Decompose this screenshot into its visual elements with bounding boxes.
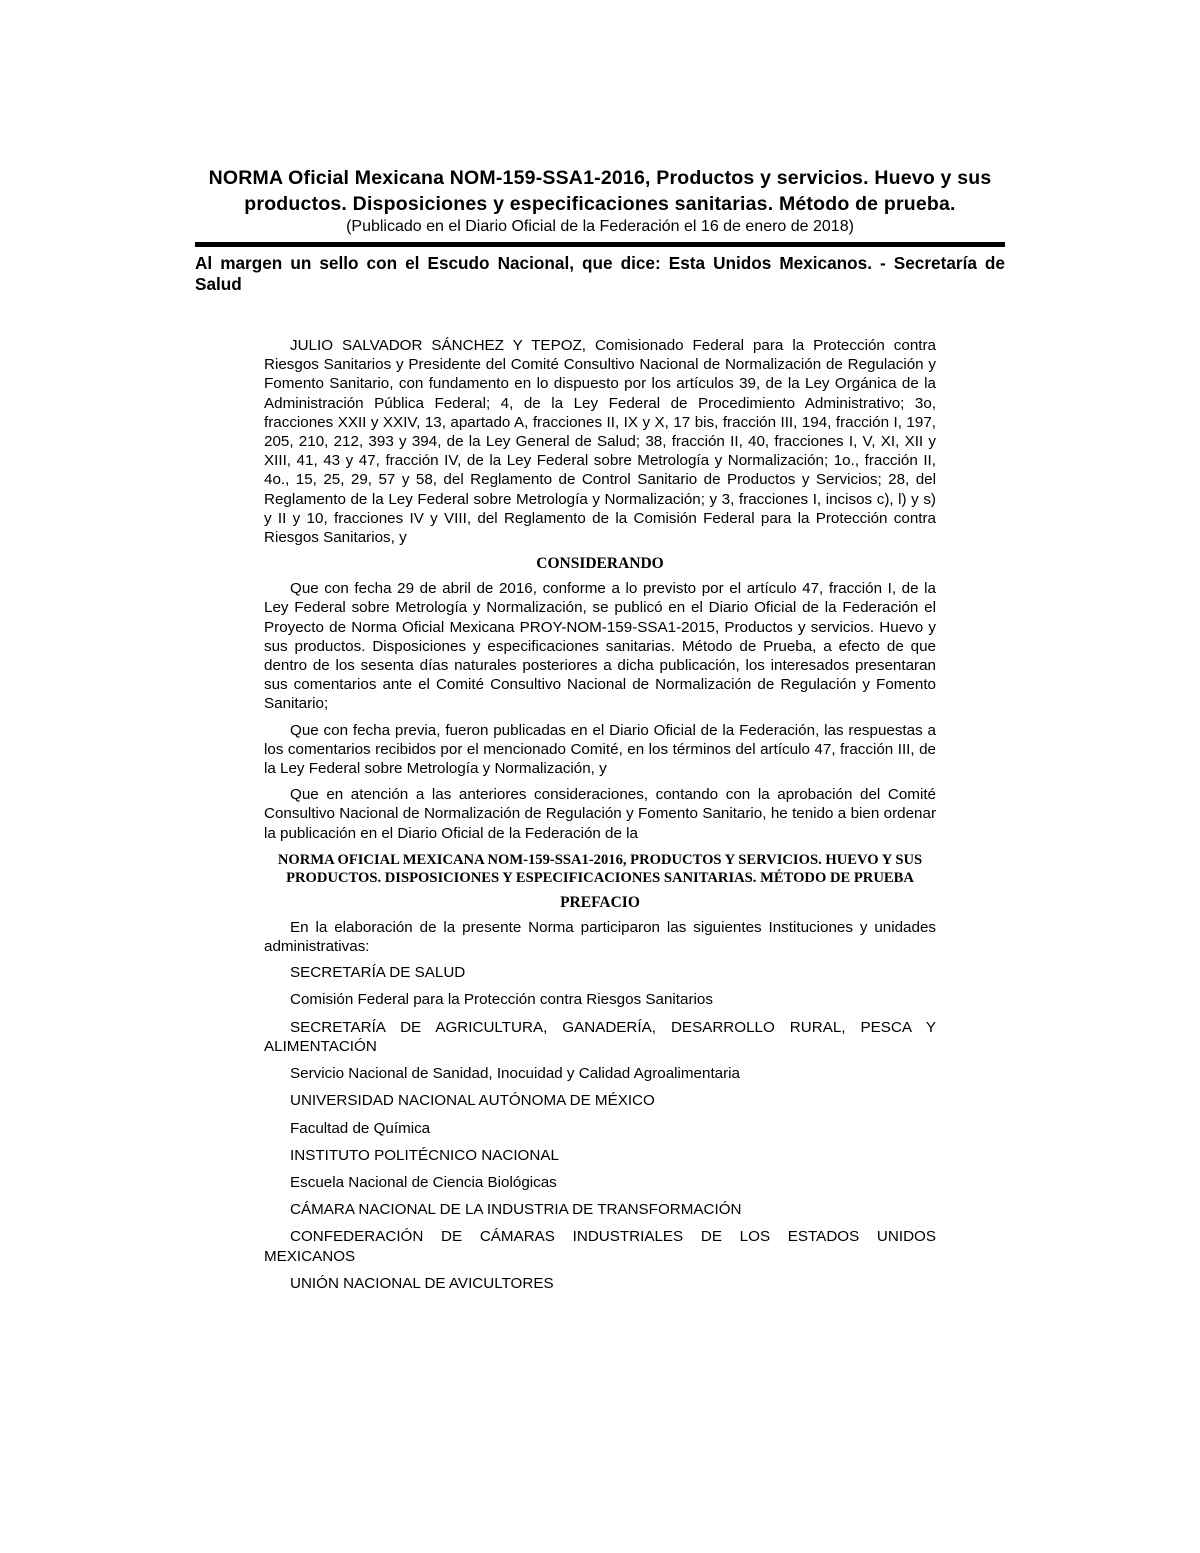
- header-divider: [195, 242, 1005, 247]
- document-header: [195, 165, 1005, 295]
- institution-item: Servicio Nacional de Sanidad, Inocuidad y Calidad Agroalimentaria: [290, 1065, 740, 1083]
- considerando-heading: CONSIDERANDO: [536, 555, 664, 573]
- considerando-paragraph: Que con fecha previa, fueron publicadas en el Diario Oficial de la Federación, las respuestas a los comentarios recibidos por el mencionado Comité, en los términos del artículo 47, fracción III, de la Ley Federal sobre Metrología y Normalización, y: [264, 721, 936, 778]
- institution-item: UNIÓN NACIONAL DE AVICULTORES: [290, 1274, 554, 1292]
- document-title: NORMA Oficial Mexicana NOM-159-SSA1-2016, Productos y servicios. Huevo y sus productos. Disposiciones y especificaciones sanitarias. Método de prueba.: [208, 167, 992, 215]
- document-body: [264, 336, 936, 1301]
- prefacio-heading: PREFACIO: [560, 893, 640, 911]
- considerando-paragraph: Que con fecha 29 de abril de 2016, conforme a lo previsto por el artículo 47, fracción I, de la Ley Federal sobre Metrología y Normalización, se publicó en el Diario Oficial de la Federación el Proyecto de Norma Oficial Mexicana PROY-NOM-159-SSA1-2015, Productos y servicios. Huevo y sus productos. Disposiciones y especificaciones sanitarias. Método de Prueba, a efecto de que dentro de los sesenta días naturales posteriores a dicha publicación, los interesados presentaran sus comentarios ante el Comité Consultivo Nacional de Normalización de Regulación y Fomento Sanitario;: [264, 580, 936, 713]
- institution-item: INSTITUTO POLITÉCNICO NACIONAL: [290, 1146, 559, 1164]
- institution-item: CONFEDERACIÓN DE CÁMARAS INDUSTRIALES DE LOS ESTADOS UNIDOS MEXICANOS: [264, 1228, 936, 1265]
- margin-note: Al margen un sello con el Escudo Nacional, que dice: Esta Unidos Mexicanos. - Secretaría de Salud: [195, 253, 1005, 294]
- institution-item: UNIVERSIDAD NACIONAL AUTÓNOMA DE MÉXICO: [290, 1092, 655, 1110]
- intro-paragraph: JULIO SALVADOR SÁNCHEZ Y TEPOZ, Comisionado Federal para la Protección contra Riesgos Sanitarios y Presidente del Comité Consultivo Nacional de Normalización de Regulación y Fomento Sanitario, con fundamento en lo dispuesto por los artículos 39, de la Ley Orgánica de la Administración Pública Federal; 4, de la Ley Federal de Procedimiento Administrativo; 3o, fracciones XXII y XXIV, 13, apartado A, fracciones II, IX y X, 17 bis, fracción III, 194, fracción I, 197, 205, 210, 212, 393 y 394, de la Ley General de Salud; 38, fracción II, 40, fracciones I, V, XI, XII y XIII, 41, 43 y 47, fracción IV, de la Ley Federal sobre Metrología y Normalización; 1o., fracción II, 4o., 15, 25, 29, 57 y 58, del Reglamento de Control Sanitario de Productos y Servicios; 28, del Reglamento de la Ley Federal sobre Metrología y Normalización; y 3, fracciones I, incisos c), l) y s) y II y 10, fracciones IV y VIII, del Reglamento de la Comisión Federal para la Protección contra Riesgos Sanitarios, y: [264, 337, 936, 547]
- institution-item: SECRETARÍA DE SALUD: [290, 964, 466, 982]
- institution-item: CÁMARA NACIONAL DE LA INDUSTRIA DE TRANSFORMACIÓN: [290, 1201, 742, 1219]
- publication-note: (Publicado en el Diario Oficial de la Federación el 16 de enero de 2018): [346, 218, 854, 235]
- norma-heading: NORMA OFICIAL MEXICANA NOM-159-SSA1-2016, PRODUCTOS Y SERVICIOS. HUEVO Y SUS PRODUCTOS. DISPOSICIONES Y ESPECIFICACIONES SANITARIAS. MÉTODO DE PRUEBA: [277, 851, 923, 886]
- institution-item: SECRETARÍA DE AGRICULTURA, GANADERÍA, DESARROLLO RURAL, PESCA Y ALIMENTACIÓN: [264, 1018, 936, 1055]
- institution-item: Facultad de Química: [290, 1119, 431, 1137]
- institution-item: Comisión Federal para la Protección contra Riesgos Sanitarios: [290, 991, 713, 1009]
- considerando-paragraph: Que en atención a las anteriores consideraciones, contando con la aprobación del Comité Consultivo Nacional de Normalización de Regulación y Fomento Sanitario, he tenido a bien ordenar la publicación en el Diario Oficial de la Federación de la: [264, 786, 936, 842]
- prefacio-intro: En la elaboración de la presente Norma participaron las siguientes Instituciones y unidades administrativas:: [264, 918, 936, 956]
- institution-item: Escuela Nacional de Ciencia Biológicas: [290, 1173, 557, 1191]
